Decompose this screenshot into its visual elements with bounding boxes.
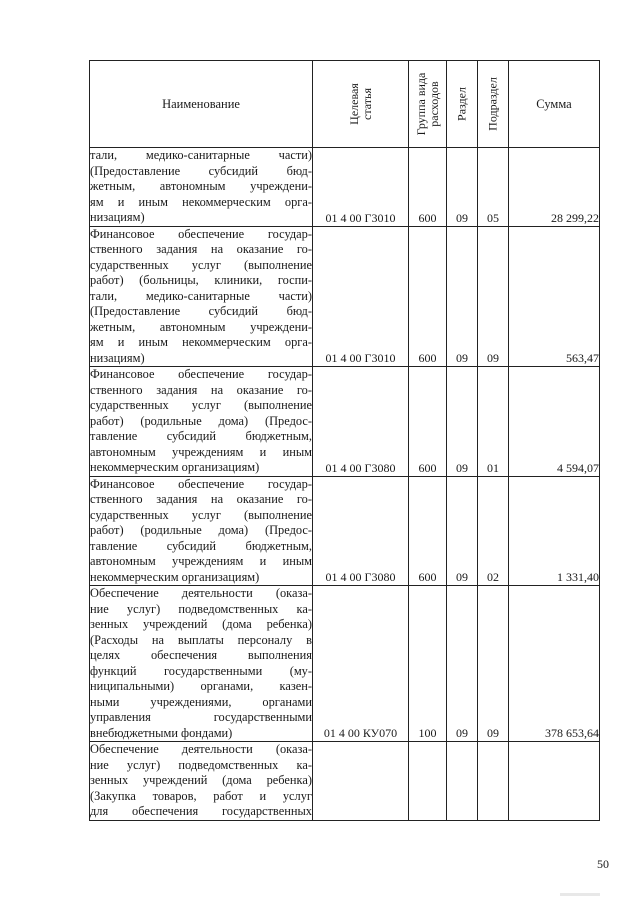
row-name [90,148,313,227]
row-name-line: тали, медико-санитарные части) [90,288,312,303]
row-name-line: Обеспечение деятельности (оказа- [90,586,312,600]
budget-table [89,60,600,821]
row-subsection: 09 [478,226,509,367]
row-name-line: тавление субсидий бюджетным, [90,538,312,553]
table-row [90,586,600,742]
row-name-line: ственного задания на оказание го- [90,242,312,256]
row-name-line: Финансовое обеспечение государ- [90,367,312,381]
table-row [90,476,600,586]
row-name-line: автономным учреждениям и иным [90,444,312,459]
row-name-line: работ) (больницы, клиники, госпи- [90,273,312,287]
col-header-target-line2: статья [359,88,374,120]
col-header-target-line1: Целевая [346,83,361,125]
row-name-line: Обеспечение деятельности (оказа- [90,742,312,756]
col-header-name: Наименование [90,61,313,148]
row-name-line: (Предоставление субсидий бюд- [90,304,312,318]
row-name-line: ние услуг) подведомственных ка- [90,757,312,772]
row-name [90,226,313,367]
row-name [90,367,313,477]
row-target-code: 01 4 00 Г3010 [313,148,409,227]
row-name-line: управления государственными [90,710,312,724]
row-name-line: зенных учреждений (дома ребенка) [90,617,312,631]
table-row [90,226,600,367]
row-target-code: 01 4 00 Г3080 [313,367,409,477]
row-section: 09 [447,586,478,742]
row-sum: 378 653,64 [509,586,600,742]
col-header-section-text: Раздел [454,87,469,121]
col-header-group-line1: Группа вида [413,72,428,136]
row-name-line: ние услуг) подведомственных ка- [90,601,312,616]
col-header-subsection [478,61,509,148]
row-name-line: некоммерческим организациям) [90,460,260,474]
row-name [90,742,313,821]
table-header-row [90,61,600,148]
row-name-line: для обеспечения государственных [90,804,312,818]
row-sum: 1 331,40 [509,476,600,586]
row-name-line: ниципальными) органами, казен- [90,679,312,693]
row-name-line: работ) (родильные дома) (Предос- [90,413,312,428]
col-header-subsection-text: Подраздел [485,77,500,131]
row-name-line: Финансовое обеспечение государ- [90,476,312,491]
table-row [90,742,600,821]
row-name-line: некоммерческим организациям) [90,569,260,584]
row-name-line: внебюджетными фондами) [90,725,233,740]
row-name-line: (Предоставление субсидий бюд- [90,163,312,178]
row-name-line: ственного задания на оказание го- [90,382,312,397]
row-sum: 563,47 [509,226,600,367]
row-target-code [313,742,409,821]
table-row [90,367,600,477]
row-target-code: 01 4 00 КУ070 [313,586,409,742]
row-name [90,586,313,742]
row-group: 600 [409,148,447,227]
row-name-line: ственного задания на оказание го- [90,492,312,506]
col-header-group-line2: расходов [426,81,441,127]
row-sum [509,742,600,821]
row-group: 600 [409,226,447,367]
scan-artifact [560,893,600,896]
row-group: 600 [409,476,447,586]
page-number: 50 [597,857,609,871]
row-name-line: зенных учреждений (дома ребенка) [90,773,312,787]
row-name-line: Финансовое обеспечение государ- [90,226,312,241]
row-sum: 28 299,22 [509,148,600,227]
row-group: 100 [409,586,447,742]
col-header-target [313,61,409,148]
row-subsection [478,742,509,821]
row-name-line: (Закупка товаров, работ и услуг [90,788,312,803]
row-name-line: низациям) [90,350,145,365]
row-name-line: (Расходы на выплаты персоналу в [90,632,312,647]
row-name-line: сударственных услуг (выполнение [90,257,312,272]
row-target-code: 01 4 00 Г3080 [313,476,409,586]
row-section: 09 [447,476,478,586]
row-subsection: 02 [478,476,509,586]
row-name-line: сударственных услуг (выполнение [90,398,312,412]
row-group [409,742,447,821]
row-name-line: ям и иным некоммерческим орга- [90,335,312,349]
row-section: 09 [447,226,478,367]
col-header-group [409,61,447,148]
row-subsection: 01 [478,367,509,477]
row-section [447,742,478,821]
row-name-line: работ) (родильные дома) (Предос- [90,523,312,537]
row-name-line: ными учреждениями, органами [90,694,312,709]
row-name-line: тали, медико-санитарные части) [90,148,312,162]
row-target-code: 01 4 00 Г3010 [313,226,409,367]
row-name-line: сударственных услуг (выполнение [90,507,312,522]
row-subsection: 05 [478,148,509,227]
row-name-line: низациям) [90,210,145,224]
col-header-sum: Сумма [509,61,600,148]
row-group: 600 [409,367,447,477]
row-subsection: 09 [478,586,509,742]
table-row [90,148,600,227]
row-name-line: жетным, автономным учреждени- [90,179,312,193]
col-header-section [447,61,478,148]
row-name [90,476,313,586]
row-name-line: функций государственными (му- [90,663,312,678]
row-section: 09 [447,148,478,227]
row-name-line: тавление субсидий бюджетным, [90,429,312,443]
row-name-line: автономным учреждениям и иным [90,554,312,568]
row-section: 09 [447,367,478,477]
row-name-line: ям и иным некоммерческим орга- [90,194,312,209]
row-sum: 4 594,07 [509,367,600,477]
row-name-line: жетным, автономным учреждени- [90,319,312,334]
row-name-line: целях обеспечения выполнения [90,648,312,662]
